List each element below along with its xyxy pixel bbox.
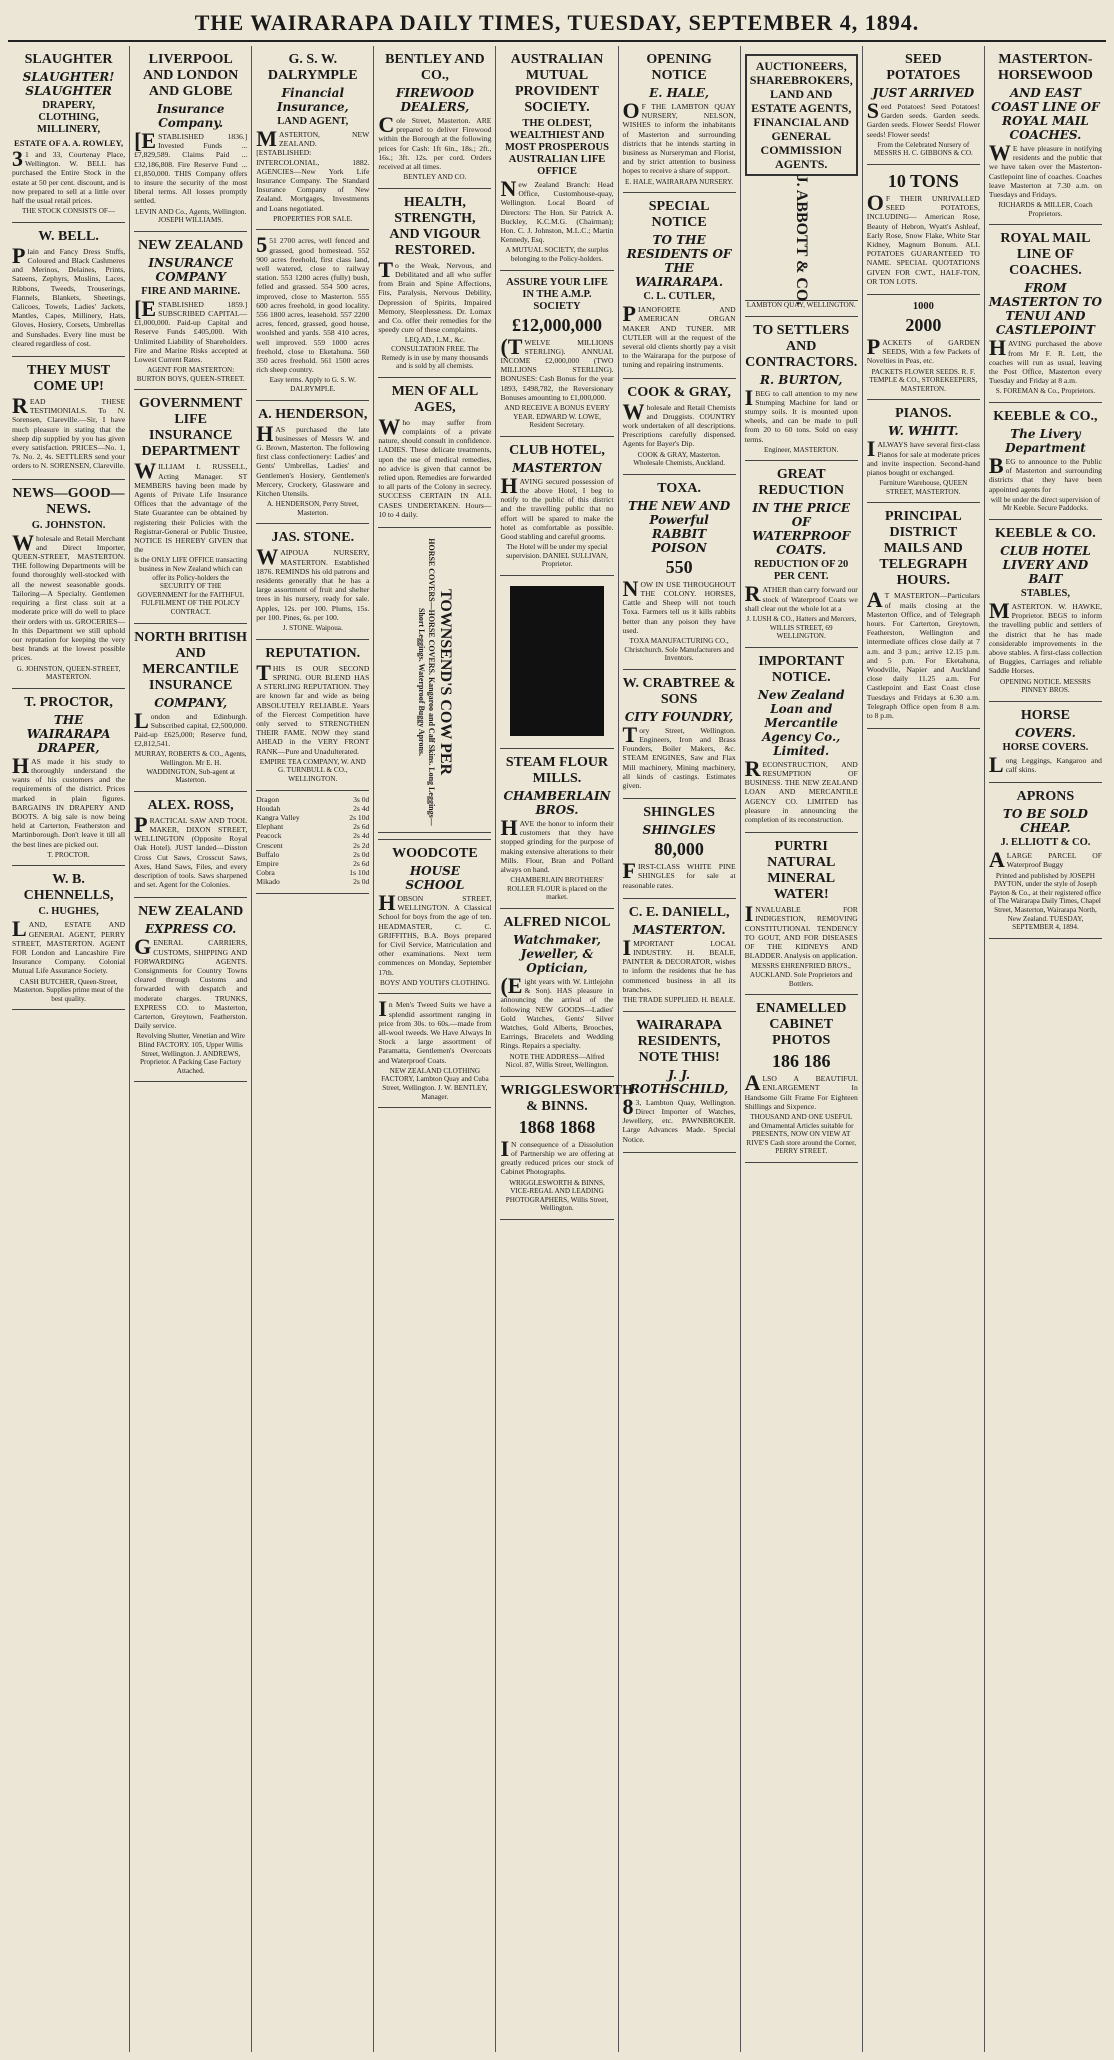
ad-subheading: TO BE SOLD CHEAP. bbox=[1002, 807, 1088, 836]
ad-subheading: MASTERTON bbox=[512, 460, 602, 475]
ad-subheading: COVERS. bbox=[1015, 725, 1076, 740]
advertisement bbox=[256, 524, 369, 639]
ad-subheading: Insurance Company. bbox=[156, 102, 225, 130]
ad-body: IBEG to call attention to my new Stumping Machine for land or stumpy soils. It is mounted upon wheels, and can be made to pull from 20 to 60 tons. Sold on easy terms. bbox=[744, 384, 858, 444]
vertical-text bbox=[792, 95, 810, 385]
ad-subhead-2: FIRE AND MARINE. bbox=[141, 285, 241, 297]
tea-name: Dragon bbox=[256, 794, 279, 804]
ad-body: To the Weak, Nervous, and Debilitated and all who suffer from Brain and Spine Affections, Fits, Paralysis, Nervous Debility, Depression of Spirits, Impaired Memory, Sleeplessness. Dr. Lomax and Co. offer their remedies for the speedy cure of these complaints. bbox=[378, 256, 492, 335]
ad-heading: T. PROCTOR, bbox=[24, 694, 113, 710]
ad-footer: THOUSAND AND ONE USEFUL and Ornamental Articles suitable for PRESENTS, NOW ON VIEW AT RIVE'S Cash store around the Corner, PERRY STREET. bbox=[746, 1113, 857, 1156]
ad-footer: OPENING NOTICE. MESSRS PINNEY BROS. bbox=[1000, 677, 1091, 695]
ad-footer: LEQ.AD., L.M., &c. CONSULTATION FREE. The Remedy is in use by many thousands and is sold by all chemists. bbox=[381, 336, 489, 371]
ad-body: Tory Street, Wellington. Engineers, Iron and Brass Founders, Boiler Makers, &c. STEAM ENGINES, Saw and Flax Mill machinery, Mining machinery, all kinds of castings. Estimates given. bbox=[622, 721, 736, 791]
advertisement bbox=[12, 480, 125, 689]
ad-heading: NEW ZEALAND bbox=[138, 904, 244, 920]
ad-subheading: R. BURTON, bbox=[759, 372, 843, 387]
ad-body: MASTERTON. W. HAWKE, Proprietor. BEGS to inform the travelling public and settlers of the district that he has made considerable improvements in the above stables. A first-class collection of Buggies, Carriages and reliable Saddle Horses. bbox=[988, 598, 1102, 676]
advertisement bbox=[623, 475, 736, 670]
ad-footer: THE STOCK CONSISTS OF— bbox=[21, 207, 116, 216]
price-row bbox=[256, 868, 369, 877]
vertical-banner bbox=[378, 532, 491, 833]
ad-body: Who may suffer from complaints of a private nature, should consult in confidence. LADIES. These delicate treatments, upon the use of medical remedies, no advice is given that cannot be relied upon. Remedies are forwarded to all parts of the Colony in secrecy. SUCCESS CERTAIN IN ALL CASES UNDERTAKEN. Hours—10 to 4 daily. bbox=[378, 413, 492, 519]
advertisement bbox=[623, 799, 736, 899]
advertisement bbox=[378, 189, 491, 378]
ad-body: HAVING secured possession of the above Hotel, I beg to notify to the public of this district and the travelling public that no effort will be spared to make the hotel as comfortable as possible. Good stabling and careful grooms. bbox=[500, 472, 614, 542]
advertisement bbox=[378, 378, 491, 528]
ad-footer: Printed and published by JOSEPH PAYTON, under the style of Joseph Payton & Co., at their registered office of The Wairarapa Daily Times, Chapel Street, Masterton, Wairarapa North, New Zealand. TUESDAY, SEPTEMBER 4, 1894. bbox=[989, 871, 1102, 932]
ad-big-figure: 80,000 bbox=[654, 839, 704, 860]
ad-body: OF THEIR UNRIVALLED SEED POTATOES, INCLUDING— American Rose, Beauty of Hebron, Wyatt's Ashleaf, Early Rose, Snow Flake, White Star Kidney, Magnum Bonum. ALL POTATOES GUARANTEED TO NAME. SPECIAL QUOTATIONS GIVEN FOR CWT., HALF-TON, OR TON LOTS. bbox=[866, 190, 980, 286]
ad-heading: ALFRED NICOL bbox=[503, 915, 611, 931]
advertisement bbox=[256, 401, 369, 525]
advertisement bbox=[134, 898, 247, 1082]
ad-subhead-2: ASSURE YOUR LIFE IN THE A.M.P. SOCIETY bbox=[506, 276, 608, 312]
ad-heading: SHINGLES bbox=[643, 805, 715, 821]
ad-footer: A MUTUAL SOCIETY, the surplus belonging to the Policy-holders. bbox=[505, 246, 609, 264]
tea-price: 2s 0d bbox=[353, 877, 370, 887]
ad-footer: S. FOREMAN & Co., Proprietors. bbox=[995, 387, 1096, 396]
ad-heading: ALEX. ROSS, bbox=[147, 797, 234, 813]
ad-body: ALSO A BEAUTIFUL ENLARGEMENT In Handsome Gilt Frame For Eighteen Shillings and Sixpence. bbox=[744, 1070, 858, 1111]
ad-footer: is the ONLY LIFE OFFICE transacting business in New Zealand which can offer its Policy-holders the SECURITY OF THE GOVERNMENT for the FAITHFUL FULFILMENT OF THE POLICY CONTRACT. bbox=[134, 556, 248, 617]
advertisement bbox=[134, 390, 247, 623]
advertisement bbox=[989, 46, 1102, 225]
ad-body: THIS IS OUR SECOND SPRING. OUR BLEND HAS A STERLING REPUTATION. They are known far and wide as being ABSOLUTELY RELIABLE. Years of the Fiercest Competition have only served to STRENGTHEN THEIR FAME. NOW they stand AHEAD in the VERY FRONT RANK—Pure and Unadulterated. bbox=[256, 659, 370, 756]
ad-subheading: COMPANY, bbox=[154, 695, 228, 710]
tea-name: Peacock bbox=[256, 831, 282, 841]
ad-footer: Revolving Shutter, Venetian and Wire Blind FACTORY. 105, Upper Willis Street, Wellington. J. ANDREWS, Proprietor. A Packing Case Factory Attached. bbox=[136, 1032, 246, 1075]
price-row bbox=[256, 841, 369, 850]
tea-name: Cobra bbox=[256, 868, 275, 878]
tea-name: Elephant bbox=[256, 822, 284, 832]
ad-heading: AUSTRALIAN MUTUAL PROVIDENT SOCIETY. bbox=[510, 52, 604, 115]
ad-heading: PIANOS. bbox=[895, 406, 952, 422]
ad-subhead-2: HORSE COVERS. bbox=[1002, 741, 1089, 753]
advertisement bbox=[134, 624, 247, 792]
ad-body: HAS made it his study to thoroughly understand the wants of his customers and the requirements of the district. Prices marked in plain figures. BARGAINS IN DRAPERY AND BOOTS. A big sale is now being held at Carterton, Featherston and Martinborough. Don't leave it till all the best lines are picked out. bbox=[12, 752, 126, 849]
ad-big-figure: 1868 1868 bbox=[518, 1116, 596, 1137]
ad-subheading: CITY FOUNDRY, bbox=[624, 709, 734, 724]
ad-footer: MURRAY, ROBERTS & CO., Agents, Wellington. Mr E. H. WADDINGTON, Sub-agent at Masterton. bbox=[134, 750, 247, 785]
ad-body: [ESTABLISHED 1836.] Invested Funds ... £7,829,589. Claims Paid ... £32,186,808. Fire Reserve Fund ... £1,850,000. THIS Company offers to insure the security of the most liberal terms. All losses promptly settled. bbox=[134, 128, 248, 206]
ad-footer: MESSRS EHRENFRIED BRO'S., AUCKLAND. Sole Proprietors and Bottlers. bbox=[749, 962, 853, 988]
column-6 bbox=[619, 46, 741, 2052]
ad-body: MASTERTON, NEW ZEALAND. [ESTABLISHED: INTERCOLONIAL, 1882. AGENCIES—New York Life Insurance Company. The Standard Insurance Company of New Zealand. Mortgages, Investments and Loans negotiated. bbox=[256, 126, 370, 213]
ad-heading: NORTH BRITISH AND MERCANTILE INSURANCE bbox=[134, 629, 248, 693]
ad-heading: SPECIAL NOTICE bbox=[648, 199, 710, 231]
ad-body: GENERAL CARRIERS, CUSTOMS, SHIPPING AND FORWARDING AGENTS. Consignments for Country Towns cleared through Customs and forwarded with despatch and moderate charges. TRUNKS, EXPRESS CO. to Masterton, Carterton, Greytown, Featherston. Daily service. bbox=[134, 934, 248, 1031]
advertisement bbox=[12, 357, 125, 480]
ad-footer: PACKETS FLOWER SEEDS. R. F. TEMPLE & CO., STOREKEEPERS, MASTERTON. bbox=[869, 367, 978, 393]
advertisement bbox=[623, 1012, 736, 1153]
ad-body: 31 and 33, Courtenay Place, Wellington. W. BELL has purchased the Entire Stock in the estate at 50 per cent. discount, and is now prepared to sell at a little over half the usual retail prices. bbox=[12, 146, 126, 206]
ad-subhead-2: LAND AGENT, bbox=[277, 116, 349, 127]
ad-footer: LEVIN AND Co., Agents, Wellington. JOSEPH WILLIAMS. bbox=[135, 207, 247, 225]
ad-heading: ENAMELLED CABINET PHOTOS bbox=[756, 1001, 847, 1049]
ad-subheading: IN THE PRICE OF WATERPROOF COATS. bbox=[752, 501, 851, 558]
tea-price: 2s 2d bbox=[353, 840, 370, 850]
ad-subheading: Financial Insurance, bbox=[276, 86, 349, 114]
ad-heading: KEEBLE & CO., bbox=[993, 409, 1098, 425]
ad-footer: E. HALE, WAIRARAPA NURSERY. bbox=[625, 177, 734, 186]
ad-body: Plain and Fancy Dress Stuffs, Coloured and Black Cashmeres and Merinos, Delaines, Prints, Sateens, Zephyrs, Muslins, Laces, Ribbons, Tweeds, Trouserings, Flannels, Blankets, Sheetings, Calicoes, Towels, Ladies' Jackets, Mantles, Capes, Millinery, Hats, Gloves, Hosiery, Corsets, Umbrellas and Sunshades. Every line must be cleared regardless of cost. bbox=[12, 242, 126, 348]
ad-footer: NOTE THE ADDRESS—Alfred Nicol. 87, Willis Street, Wellington. bbox=[505, 1052, 609, 1070]
tea-price: 2s 6d bbox=[353, 858, 370, 868]
ad-subheading: AND EAST COAST LINE OF ROYAL MAIL COACHES. bbox=[991, 86, 1100, 142]
ad-footer: WRIGGLESWORTH & BINNS, VICE-REGAL AND LEADING PHOTOGRAPHERS, Willis Street, Wellington. bbox=[505, 1178, 609, 1213]
advertisement bbox=[500, 271, 613, 437]
ad-subheading: Watchmaker, Jeweller, & Optician, bbox=[513, 933, 601, 976]
ad-footer: G. JOHNSTON, QUEEN-STREET, MASTERTON. bbox=[16, 664, 121, 682]
ad-body: In Men's Tweed Suits we have a splendid assortment ranging in price from 30s. to 60s.—made from all-wool tweeds. We Have Always In Stock a large assortment of Paramatta, Gentlemen's Overcoats and Waterproof Coats. bbox=[378, 996, 492, 1065]
price-row bbox=[256, 813, 369, 822]
ad-subhead-2: J. ELLIOTT & CO. bbox=[1000, 837, 1091, 849]
ad-subhead-2: 1000 bbox=[912, 301, 934, 313]
ad-heading: GOVERNMENT LIFE INSURANCE DEPARTMENT bbox=[138, 396, 243, 460]
ad-subheading: The Livery Department bbox=[1005, 427, 1086, 456]
advertisement bbox=[500, 576, 613, 749]
ad-footer: T. PROCTOR. bbox=[47, 850, 90, 859]
ad-body: NOW IN USE THROUGHOUT THE COLONY. HORSES, Cattle and Sheep will not touch Toxa. Farmers tell us it kills rabbits better than any poison they have used. bbox=[622, 575, 736, 635]
ad-body: Wholesale and Retail Chemists and Druggists. COUNTRY work undertaken of all descriptions. Prescriptions carefully dispensed. Agents for Bayer's Dip. bbox=[622, 398, 736, 449]
ad-heading: GREAT REDUCTION bbox=[758, 467, 844, 499]
ad-footer: J. STONE. Waipoua. bbox=[282, 624, 343, 633]
price-row bbox=[256, 850, 369, 859]
advertisement bbox=[256, 230, 369, 400]
ad-subheading: W. WHITT. bbox=[888, 424, 959, 439]
ad-subheading: FIREWOOD DEALERS, bbox=[395, 86, 474, 114]
price-row bbox=[256, 822, 369, 831]
advertisement bbox=[867, 46, 980, 165]
ad-heading: W. CRABTREE & SONS bbox=[622, 675, 736, 707]
advertisement bbox=[989, 403, 1102, 520]
advertisement bbox=[989, 520, 1102, 702]
advertisement bbox=[256, 46, 369, 230]
tea-name: Mikado bbox=[256, 877, 280, 887]
ad-heading: NEW ZEALAND bbox=[138, 237, 244, 253]
ad-subheading: EXPRESS CO. bbox=[145, 922, 237, 937]
ad-heading: MEN OF ALL AGES, bbox=[391, 383, 479, 415]
tea-price: 2s 4d bbox=[353, 831, 370, 841]
redacted-area bbox=[510, 586, 603, 736]
advertisement bbox=[867, 295, 980, 400]
ad-heading: A. HENDERSON, bbox=[258, 406, 368, 422]
advertisement bbox=[623, 670, 736, 799]
ad-heading: STEAM FLOUR MILLS. bbox=[505, 755, 609, 787]
ad-body: WAIPOUA NURSERY, MASTERTON. Established 1876. REMINDS his old patrons and residents generally that he has a large assortment of fruit and shelter trees in his nursery, ready for sale. Apples, 12s. per 100. Plums, 15s. per 100. Pines, 6s. per 100. bbox=[256, 544, 370, 622]
advertisement bbox=[745, 833, 858, 995]
ad-heading: WOODCOTE bbox=[392, 846, 478, 862]
ad-subheading: FROM MASTERTON TO TENUI AND CASTLEPOINT bbox=[988, 281, 1102, 338]
ad-body: New Zealand Branch: Head Office, Customhouse-quay, Wellington. Local Board of Directors: The Hon. Sir Patrick A. Buckley, K.C.M.G. (Chairman); Hon. C. J. Johnston, M.L.C.; Martin Kennedy, Esq. bbox=[500, 176, 614, 245]
ad-footer: AGENT FOR MASTERTON: BURTON BOYS, QUEEN-STREET. bbox=[136, 366, 245, 383]
tea-price: 3s 0d bbox=[353, 794, 370, 804]
ad-big-figure: 550 bbox=[665, 556, 693, 577]
ad-heading: OPENING NOTICE bbox=[646, 52, 712, 83]
ad-heading: REPUTATION. bbox=[265, 645, 361, 661]
advertisement bbox=[134, 46, 247, 232]
advertisement bbox=[745, 46, 858, 317]
advertisement bbox=[12, 689, 125, 867]
tea-name: Houdah bbox=[256, 803, 281, 813]
ad-body: FIRST-CLASS WHITE PINE SHINGLES for sale at reasonable rates. bbox=[622, 858, 736, 890]
advertisement bbox=[989, 702, 1102, 783]
ad-subheading: New Zealand Loan and Mercantile Agency Co., Limited. bbox=[757, 687, 845, 758]
ad-footer: NEW ZEALAND CLOTHING FACTORY, Lambton Quay and Cuba Street, Wellington. J. W. BENTLEY, Manager. bbox=[381, 1066, 489, 1101]
column-7 bbox=[741, 46, 863, 2052]
ad-body: London and Edinburgh. Subscribed capital, £2,500,000. Paid-up £625,000; Reserve fund, £2,812,541. bbox=[134, 707, 248, 749]
tea-name: Crescent bbox=[256, 840, 283, 850]
ad-subhead-2: REDUCTION OF 20 PER CENT. bbox=[754, 559, 849, 583]
ad-heading: WAIRARAPA RESIDENTS, NOTE THIS! bbox=[636, 1017, 723, 1065]
column-8 bbox=[863, 46, 985, 2052]
ad-heading: HEALTH, STRENGTH, AND VIGOUR RESTORED. bbox=[389, 194, 481, 258]
ad-body: ALARGE PARCEL OF Waterproof Buggy bbox=[988, 847, 1102, 873]
column-5 bbox=[496, 46, 633, 2052]
ad-footer: BOYS' AND YOUTH'S CLOTHING. bbox=[380, 978, 490, 987]
ad-subheading: TO THE RESIDENTS OF THE WAIRARAPA. bbox=[626, 233, 732, 290]
ad-subheading: E. HALE, bbox=[649, 86, 710, 100]
ad-body: AT MASTERTON—Particulars of mails closing at the Masterton Office, and of Telegraph hours. For Carterton, Greytown, Featherston, Wellington and intermediate offices close daily at 7 a.m. and 3 p.m.; arrive 12.15 p.m. and 5 p.m. For Eketahuna, Woodville, Napier and Auckland close daily 11.25 a.m. For Castlepoint and East Coast close Tuesdays and Fridays at 6.30 a.m. Telegraph Office open from 8 a.m. to 8 p.m. bbox=[866, 587, 980, 721]
ad-body: PIANOFORTE AND AMERICAN ORGAN MAKER AND TUNER. MR CUTLER will at the request of the several old clients shortly pay a visit to the Wairarapa for the purpose of tuning and repairing instruments. bbox=[622, 301, 736, 370]
advertisement bbox=[134, 232, 247, 391]
ad-body: PACKETS of GARDEN SEEDS, With a few Packets of Novelties in Peas, etc. bbox=[866, 334, 980, 366]
ad-big-figure: 186 186 bbox=[771, 1051, 831, 1072]
advertisement bbox=[12, 866, 125, 1010]
ad-subheading: J. J. ROTHSCHILD, bbox=[629, 1067, 729, 1096]
price-row bbox=[256, 877, 369, 886]
ad-body: Seed Potatoes! Seed Potatoes! Garden seeds. Garden seeds. Garden seeds. Flower Seeds! Flower seeds! Flower seeds! bbox=[866, 98, 980, 139]
ad-subheading: CLUB HOTEL LIVERY AND BAIT bbox=[1000, 544, 1091, 587]
vertical-subtitle: HORSE COVERS—HORSE COVERS. Kangaroo and Calf Skins. Long Leggings—Short Leggings. Waterproof Buggy Aprons. bbox=[416, 538, 436, 826]
ad-body: LAND, ESTATE AND GENERAL AGENT, PERRY STREET, MASTERTON. AGENT FOR London and Lancashire Fire Insurance Company. Colonial Mutual Life Assurance Society. bbox=[12, 916, 126, 976]
advertisement bbox=[500, 749, 613, 909]
advertisement bbox=[256, 791, 369, 894]
advertisement bbox=[623, 193, 736, 378]
ad-heading: TOXA. bbox=[657, 480, 701, 496]
masthead: THE WAIRARAPA DAILY TIMES, TUESDAY, SEPTEMBER 4, 1894. bbox=[8, 6, 1106, 42]
ad-heading: NEWS—GOOD—NEWS. bbox=[12, 485, 125, 517]
ad-footer: Engineer, MASTERTON. bbox=[764, 445, 839, 454]
ad-heading: CLUB HOTEL, bbox=[509, 442, 605, 458]
ad-subheading: SHINGLES bbox=[642, 823, 716, 838]
ad-body: IALWAYS have several first-class Pianos for sale at moderate prices and invite inspection. Second-hand pianos bought or exchanged. bbox=[866, 436, 980, 478]
ad-body: IMPORTANT LOCAL INDUSTRY. H. BEALE, PAINTER & DECORATOR, wishes to inform the residents that he has commenced business in all its branches. bbox=[622, 934, 736, 994]
ad-footer: EMPIRE TEA COMPANY, W. AND G. TURNBULL & CO., WELLINGTON. bbox=[259, 757, 366, 783]
ad-footer: A. HENDERSON, Perry Street, Masterton. bbox=[266, 500, 359, 517]
ad-heading: SLAUGHTER bbox=[24, 52, 113, 67]
advertisement bbox=[500, 909, 613, 1077]
ad-body: HAVING purchased the above from Mr F. R. Lett, the coaches will run as usual, leaving the Post Office, Masterton every Tuesday and Friday at 8 a.m. bbox=[988, 335, 1102, 386]
ad-heading: TO SETTLERS AND CONTRACTORS. bbox=[745, 322, 858, 370]
ad-subheading: JUST ARRIVED bbox=[872, 86, 975, 100]
ad-footer: PROPERTIES FOR SALE. bbox=[273, 214, 353, 223]
ad-body: [ESTABLISHED 1859.] SUBSCRIBED CAPITAL—£1,000,000. Paid-up Capital and Reserve Funds £405,000. With Unlimited Liability of Shareholders. Fire and Marine Risks accepted at Lowest Current Rates. bbox=[134, 295, 248, 365]
ad-footer: Easy terms. Apply to G. S. W. DALRYMPLE. bbox=[269, 376, 356, 394]
column-1 bbox=[8, 46, 130, 2052]
advertisement bbox=[12, 223, 125, 357]
tea-name: Empire bbox=[256, 858, 279, 868]
advertisement bbox=[500, 437, 613, 576]
advertisement bbox=[256, 640, 369, 791]
tea-price: 2s 6d bbox=[353, 822, 370, 832]
ad-body: READ THESE TESTIMONIALS. To N. Sorensen, Clareville.—Sir, I have much pleasure in stating that the sheep dip supplied by you has given every satisfaction. PRICES—No. 1, 7s. No. 2, 4s. SETTLERS send your orders to N. SORENSEN, Clareville. bbox=[12, 393, 126, 471]
advertisement bbox=[745, 461, 858, 647]
ad-body: BEG to announce to the Public of Masterton and surrounding districts that they have been appointed agents for bbox=[988, 453, 1102, 494]
ad-heading: W. B. CHENNELLS, bbox=[23, 872, 114, 904]
ad-heading: JAS. STONE. bbox=[271, 530, 355, 546]
ad-body: Long Leggings, Kangaroo and calf skins. bbox=[988, 751, 1102, 777]
ad-body: (Eight years with W. Littlejohn & Son). HAS pleasure in announcing the arrival of the following NEW GOODS—Ladies' Gold Watches, Gents' Silver Watches, Gold Alberts, Brooches, Earrings, Bracelets and Wedding Rings. Repairs a specialty. bbox=[500, 973, 614, 1051]
ad-subhead-2: STABLES, bbox=[1020, 588, 1070, 600]
advertisement bbox=[867, 165, 980, 295]
ad-body: (TWELVE MILLIONS STERLING). ANNUAL INCOME £2,000,000 (TWO MILLIONS STERLING). BONUSES: Cash Bonus for the year 1893, £498,782, the Reversionary Bonuses amounting to £1,000,000. bbox=[500, 333, 614, 402]
column-9 bbox=[985, 46, 1106, 2052]
advertisement bbox=[378, 46, 491, 189]
ad-subheading: INSURANCE COMPANY bbox=[148, 255, 233, 284]
ad-heading: COOK & GRAY, bbox=[627, 384, 731, 400]
ad-footer: THE TRADE SUPPLIED. H. BEALE. bbox=[622, 996, 736, 1005]
ad-body: 551 2700 acres, well fenced and grassed, good homestead. 552 900 acres freehold, first class land, well watered, close to railway station. 553 1200 acres (fully) bush, felled and grassed. 554 500 acres, improved, close to Masterton. 555 600 acres freehold, in good locality. 556 1800 acres, leasehold. 557 2200 acres, fenced, grassed, good house, woolshed and yards. 558 410 acres, well improved. 559 1000 acres freehold, close to Eketahuna. 560 350 acres freehold. 561 1500 acres rich sheep country. bbox=[256, 232, 370, 375]
advertisement bbox=[745, 995, 858, 1163]
ad-footer: AND RECEIVE A BONUS EVERY YEAR. EDWARD W. LOWE, Resident Secretary. bbox=[504, 404, 610, 430]
ad-footer: From the Celebrated Nursery of MESSRS H. C. GIBBONS & CO. bbox=[873, 140, 973, 158]
ad-subhead-2: DRAPERY, CLOTHING, MILLINERY, bbox=[36, 100, 101, 135]
ad-heading: HORSE bbox=[1020, 707, 1070, 723]
advertisement bbox=[500, 46, 613, 271]
ad-heading: PURTRI NATURAL MINERAL WATER! bbox=[767, 839, 836, 903]
ad-body: WE have pleasure in notifying residents and the public that we have taken over the Masterton-Castlepoint line of coaches. Coaches leave Masterton at 7.30 a.m. on Tuesdays and Fridays. bbox=[988, 140, 1102, 200]
ad-heading: G. S. W. DALRYMPLE bbox=[267, 52, 358, 83]
ad-heading: MASTERTON-HORSEWOOD bbox=[997, 52, 1093, 83]
ad-heading: W. BELL. bbox=[38, 228, 99, 244]
price-row bbox=[256, 859, 369, 868]
ad-heading: KEEBLE & CO. bbox=[995, 526, 1096, 542]
ad-subheading: THE NEW AND Powerful RABBIT POISON bbox=[628, 498, 731, 555]
tea-price: 2s 0d bbox=[353, 849, 370, 859]
ad-subhead-2: C. HUGHES, bbox=[38, 906, 99, 918]
ad-subheading: HOUSE SCHOOL bbox=[405, 864, 465, 893]
column-2 bbox=[130, 46, 252, 2052]
ad-body: HAS purchased the late businesses of Messrs W. and G. Brown, Masterton. The following first class confectionery: Ladies' and Gents' Umbrellas, Ladies' and Gentlemen's Hosiery, Gentlemen's Mercery, Crockery, Glassware and Kitchen Utensils. bbox=[256, 420, 370, 499]
advertisement bbox=[12, 46, 125, 223]
price-row bbox=[256, 795, 369, 804]
advertisement bbox=[134, 792, 247, 899]
ad-subhead-3: ESTATE OF A. A. ROWLEY, bbox=[13, 138, 124, 148]
ad-footer: TOXA MANUFACTURING CO., Christchurch. Sole Manufacturers and Inventors. bbox=[624, 637, 734, 663]
ad-body: Cole Street, Masterton. ARE prepared to deliver Firewood within the Borough at the following prices for Cash: 1ft 6in., 18s.; 2ft., 16s.; 3ft. 12s. per cord. Orders received at all times. bbox=[378, 112, 492, 172]
tea-name: Kangra Valley bbox=[256, 812, 300, 822]
ad-body: IN consequence of a Dissolution of Partnership we are offering at greatly reduced prices our stock of Cabinet Photographs. bbox=[500, 1135, 614, 1177]
columns bbox=[8, 46, 1106, 2052]
ad-footer: BENTLEY AND CO. bbox=[403, 173, 467, 182]
ad-heading: PRINCIPAL DISTRICT MAILS AND TELEGRAPH HOURS. bbox=[879, 509, 968, 589]
ad-footer: Furniture Warehouse, QUEEN STREET, MASTERTON. bbox=[879, 479, 968, 496]
ad-footer: LAMBTON QUAY, WELLINGTON. bbox=[746, 301, 856, 309]
price-row bbox=[256, 804, 369, 813]
ad-subhead-2: THE OLDEST, WEALTHIEST AND MOST PROSPEROUS AUSTRALIAN LIFE OFFICE bbox=[505, 118, 609, 177]
advertisement bbox=[745, 648, 858, 833]
advertisement bbox=[989, 783, 1102, 939]
ad-heading: SEED POTATOES bbox=[886, 52, 961, 83]
ad-footer: CHAMBERLAIN BROTHERS' ROLLER FLOUR is placed on the market. bbox=[506, 876, 607, 902]
advertisement bbox=[623, 899, 736, 1012]
ad-heading: WRIGGLESWORTH & BINNS. bbox=[500, 1082, 633, 1114]
ad-body: RECONSTRUCTION, AND RESUMPTION OF BUSINESS. THE NEW ZEALAND LOAN AND MERCANTILE AGENCY CO. LIMITED has pleasure in announcing the completion of its reconstruction. bbox=[744, 755, 858, 825]
ad-subheading: CHAMBERLAIN BROS. bbox=[503, 789, 611, 818]
ad-subhead-2: C. L. CUTLER, bbox=[643, 291, 715, 303]
ad-heading: ROYAL MAIL LINE OF COACHES. bbox=[1000, 231, 1091, 279]
tea-price: 2s 10d bbox=[349, 812, 370, 822]
vertical-title: J. ABBOTT & CO. bbox=[793, 174, 811, 306]
ad-body: INVALUABLE FOR INDIGESTION, REMOVING CONSTITUTIONAL TENDENCY TO GOUT, AND FOR DISEASES OF THE KIDNEYS AND BLADDER. Analysis on application. bbox=[744, 901, 858, 961]
ad-footer: CASH BUTCHER, Queen-Street, Masterton. Supplies prime meat of the best quality. bbox=[13, 977, 124, 1003]
ad-subheading: MASTERTON. bbox=[632, 922, 726, 937]
ad-footer: RICHARDS & MILLER, Coach Proprietors. bbox=[998, 201, 1093, 218]
ad-footer: will be under the direct supervision of Mr Keeble. Secure Paddocks. bbox=[990, 495, 1101, 513]
ad-heading: BENTLEY AND CO., bbox=[385, 52, 485, 83]
advertisement bbox=[623, 46, 736, 193]
agency-stamp: AUCTIONEERS, SHAREBROKERS, LAND AND ESTATE AGENTS, FINANCIAL AND GENERAL COMMISSION AGENTS. bbox=[745, 54, 858, 176]
column-4 bbox=[374, 46, 496, 2052]
advertisement bbox=[623, 379, 736, 475]
ad-subhead-2: G. JOHNSTON. bbox=[31, 519, 106, 531]
advertisement bbox=[500, 1077, 633, 1220]
ad-body: WILLIAM I. RUSSELL, Acting Manager. ST MEMBERS having been made by Agents of Private Life Insurance Offices that the advantage of the State Guarantee can be obtained by registering their Policies with the Registrar-General or Public Trustee, NOTICE IS HEREBY GIVEN that the bbox=[134, 458, 248, 555]
ad-body: PRACTICAL SAW AND TOOL MAKER, DIXON STREET, WELLINGTON (Opposite Royal Oak Hotel). JUST landed—Disston Cross Cut Saws, Crosscut Saws, Axes, Hand Saws, Files, and every description of tools. Saws sharpened and set. Agent for the Colonies. bbox=[134, 811, 248, 890]
advertisement bbox=[867, 503, 980, 729]
price-row bbox=[256, 831, 369, 840]
ad-footer: J. LUSH & CO., Hatters and Mercers, WILLIS STREET, 69 WELLINGTON. bbox=[746, 615, 857, 641]
ad-footer: The Hotel will be under my special supervision. DANIEL SULLIVAN, Proprietor. bbox=[506, 543, 608, 569]
ad-body: HOBSON STREET, WELLINGTON. A Classical School for boys from the age of ten. HEADMASTER, C. C. GRIFFITHS, B.A. Boys prepared for Civil Service, Matriculation and other examinations. Next term commences on Monday, September 17th. bbox=[378, 890, 492, 977]
ad-body: Wholesale and Retail Merchant and Direct Importer, QUEEN-STREET, MASTERTON. THE following Departments will be found thoroughly well-stocked with all the newest seasonable goods. Tailoring—A Specialty. Gentlemen requiring a first class suit at a moderate price will do well to place their orders with us. GROCERIES—In this Department we still uphold our reputation for keeping the very best brands at the lowest possible prices. bbox=[12, 529, 126, 663]
vertical-title: TOWNSEND'S COW PER bbox=[436, 588, 454, 776]
advertisement bbox=[378, 840, 491, 994]
tea-name: Buffalo bbox=[256, 849, 280, 859]
ad-subheading: SLAUGHTER! SLAUGHTER bbox=[22, 70, 115, 98]
ad-body: HAVE the honor to inform their customers that they have stopped grinding for the purpose of making extensive alterations to their Mills. Flour, Bran and Pollard always on hand. bbox=[500, 815, 614, 875]
ad-big-figure: £12,000,000 bbox=[511, 314, 602, 335]
ad-big-figure: 10 TONS bbox=[887, 171, 959, 191]
advertisement bbox=[989, 225, 1102, 403]
vertical-text bbox=[416, 537, 454, 827]
ad-big-figure: 2000 bbox=[905, 315, 942, 336]
ad-body: RATHER than carry forward our stock of Waterproof Coats we shall clear out the whole lot at a bbox=[744, 581, 858, 613]
ad-body: OF THE LAMBTON QUAY NURSERY, NELSON, WISHES to inform the inhabitants of Masterton and surrounding districts that he intends starting in business as Nurseryman and Florist, and by strict attention to business hopes to receive a share of support. bbox=[622, 98, 736, 176]
ad-footer: COOK & GRAY, Masterton. Wholesale Chemists, Auckland. bbox=[633, 450, 726, 468]
ad-heading: IMPORTANT NOTICE. bbox=[758, 653, 844, 685]
advertisement bbox=[867, 400, 980, 503]
advertisement bbox=[378, 994, 491, 1108]
column-3 bbox=[252, 46, 374, 2052]
ad-heading: LIVERPOOL AND LONDON AND GLOBE bbox=[143, 52, 239, 99]
tea-price: 1s 10d bbox=[349, 868, 370, 878]
ad-body: 83, Lambton Quay, Wellington. Direct Importer of Watches, Jewellery, etc. PAWNBROKER. Large Advances Made. Special Notice. bbox=[622, 1093, 736, 1144]
ad-heading: THEY MUST COME UP! bbox=[27, 363, 111, 395]
ad-heading: C. E. DANIELL, bbox=[628, 904, 730, 920]
ad-subheading: THE WAIRARAPA DRAPER, bbox=[26, 712, 111, 755]
ad-heading: APRONS bbox=[1016, 789, 1075, 805]
tea-price: 2s 4d bbox=[353, 803, 370, 813]
advertisement bbox=[378, 528, 491, 840]
